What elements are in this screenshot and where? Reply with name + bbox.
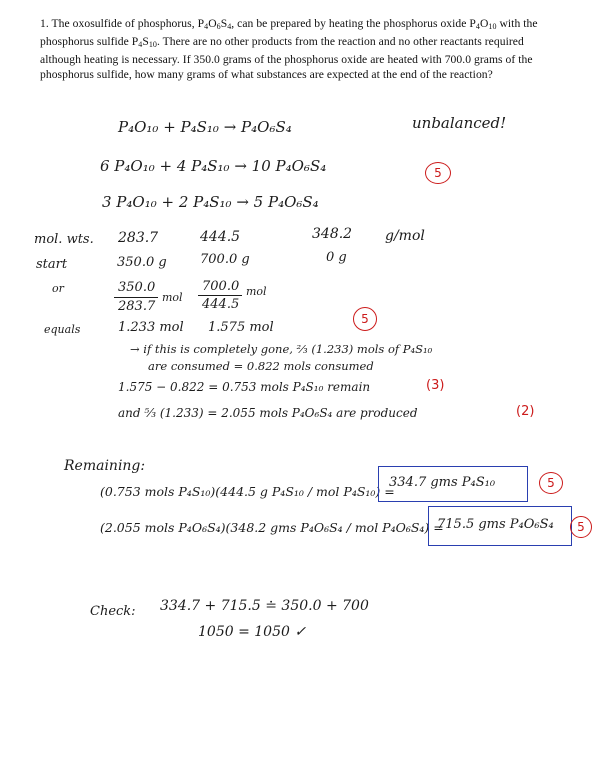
equals-p4o10: 1.233 mol [118,320,184,335]
reasoning-line-3-score: (3) [426,378,445,393]
result-p4s10: 334.7 gms P₄S₁₀ [389,475,496,490]
score-circle-result-1: 5 [539,472,563,494]
result-box-p4o6s4 [428,506,572,546]
score-circle-result-2: 5 [570,516,592,538]
result-box-p4s10 [378,466,528,502]
molwts-label: mol. wts. [34,232,94,247]
reasoning-line-3: 1.575 − 0.822 = 0.753 mols P₄S₁₀ remain [118,380,371,394]
reasoning-line-4-score: (2) [516,404,535,419]
score-circle-mid: 5 [353,307,377,331]
reasoning-line-1: → if this is completely gone, ⅔ (1.233) mols of P₄S₁₀ [130,342,433,356]
check-label: Check: [90,604,136,619]
equals-label: equals [44,323,81,336]
start-p4o6s4: 0 g [326,250,347,265]
frac-b-num: 700.0 [202,279,240,294]
reasoning-line-4: and ⁵⁄₃ (1.233) = 2.055 mols P₄O₆S₄ are produced [118,406,418,420]
molwt-p4o10: 283.7 [118,230,159,246]
frac-a-den: 283.7 [118,299,156,314]
equation-balanced-6: 6 P₄O₁₀ + 4 P₄S₁₀ → 10 P₄O₆S₄ [100,157,327,175]
score-circle-eq: 5 [425,162,451,184]
start-label: start [36,257,68,272]
equation-unbalanced: P₄O₁₀ + P₄S₁₀ → P₄O₆S₄ [118,118,292,136]
calc-p4s10: (0.753 mols P₄S₁₀)(444.5 g P₄S₁₀ / mol P₄S₁₀) = [100,484,395,499]
check-line-2: 1050 = 1050 ✓ [198,624,307,640]
problem-statement: 1. The oxosulfide of phosphorus, P4O6S4, can be prepared by heating the phosphorus oxide P4O10 with the phosphorus sulfide P4S10. There are no other products from the reaction and no other reactants required although heating is necessary. If 350.0 grams of the phosphorus oxide are heated with 700.0 grams of the phosphorus sulfide, how many grams of what substances are expected at the end of the reaction? [40,17,538,81]
frac-b-den: 444.5 [202,297,240,312]
or-label: or [52,282,64,295]
molwt-unit: g/mol [385,228,425,244]
molwt-p4s10: 444.5 [200,229,241,245]
equals-p4s10: 1.575 mol [208,320,274,335]
start-p4s10: 700.0 g [200,252,250,267]
frac-a-num: 350.0 [118,280,156,295]
molwt-p4o6s4: 348.2 [312,226,353,242]
equation-balanced-3: 3 P₄O₁₀ + 2 P₄S₁₀ → 5 P₄O₆S₄ [102,193,319,211]
check-line-1: 334.7 + 715.5 ≐ 350.0 + 700 [160,598,369,614]
remaining-label: Remaining: [64,458,146,474]
problem-number: 1. [40,17,49,30]
unbalanced-note: unbalanced! [412,114,507,132]
frac-b-unit: mol [246,285,267,298]
result-p4o6s4: 715.5 gms P₄O₆S₄ [437,517,554,532]
start-p4o10: 350.0 g [117,255,167,270]
calc-p4o6s4: (2.055 mols P₄O₆S₄)(348.2 gms P₄O₆S₄ / mol P₄O₆S₄) = [100,520,444,535]
frac-a-unit: mol [162,291,183,304]
reasoning-line-2: are consumed = 0.822 mols consumed [148,359,374,373]
